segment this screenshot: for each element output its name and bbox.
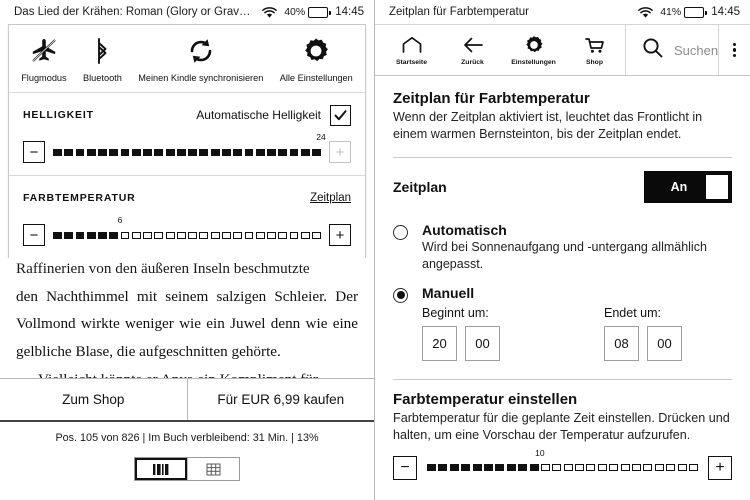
colortemp-decrease-button[interactable]: − — [23, 224, 45, 246]
battery-indicator — [284, 6, 328, 18]
schedule-mode-radio-group — [393, 216, 732, 365]
colortemp-slider-track[interactable] — [53, 215, 321, 246]
slider-segment[interactable] — [188, 149, 197, 156]
slider-segment[interactable] — [132, 232, 141, 239]
schedule-toggle-switch[interactable] — [644, 171, 732, 203]
slider-segment[interactable] — [484, 464, 493, 471]
search-input[interactable] — [625, 25, 718, 75]
right-status-indicators — [638, 6, 740, 18]
start-minute-field[interactable]: 00 — [465, 326, 500, 361]
slider-segment[interactable] — [143, 232, 152, 239]
schedule-time-fields — [422, 306, 732, 361]
brightness-title: HELLIGKEIT — [23, 109, 94, 121]
slider-segment[interactable] — [278, 232, 287, 239]
airplane-off-icon — [29, 36, 59, 66]
temp-setting-desc: Farbtemperatur für die geplante Zeit einstellen. Drücken und halten, um eine Vorschau der Temperatur aufzurufen. — [393, 410, 730, 443]
start-time-label: Beginnt um: — [422, 305, 489, 320]
search-icon — [642, 37, 663, 63]
auto-brightness-label: Automatische Helligkeit — [196, 108, 321, 122]
slider-segment[interactable] — [177, 232, 186, 239]
buy-button[interactable]: Für EUR 6,99 kaufen — [187, 379, 375, 420]
quick-setting-label: Flugmodus — [21, 73, 67, 83]
colortemp-value-label: 6 — [117, 215, 123, 225]
slider-segment[interactable] — [53, 149, 62, 156]
colortemp-section — [9, 175, 365, 215]
mode-title: Manuell — [422, 284, 475, 301]
slider-segment[interactable] — [121, 149, 130, 156]
mode-desc: Wird bei Sonnenaufgang und -untergang allmählich angepasst. — [422, 239, 707, 271]
slider-segment[interactable] — [256, 149, 265, 156]
end-time-label: Endet um: — [604, 305, 661, 320]
slider-segment[interactable] — [211, 149, 220, 156]
grid-view-icon — [206, 463, 221, 476]
end-time-group — [604, 306, 682, 361]
slider-segment[interactable] — [530, 464, 539, 471]
settings-toolbar — [375, 24, 750, 76]
end-minute-field[interactable]: 00 — [647, 326, 682, 361]
temp-setting-title: Farbtemperatur einstellen — [393, 390, 578, 408]
slider-segment[interactable] — [438, 464, 447, 471]
slider-segment[interactable] — [143, 149, 152, 156]
colortemp-title: FARBTEMPERATUR — [23, 192, 136, 204]
brightness-increase-button[interactable]: + — [329, 141, 351, 163]
slider-segment[interactable] — [166, 232, 175, 239]
slider-segment[interactable] — [267, 232, 276, 239]
toolbar-back-button[interactable] — [442, 25, 503, 75]
quick-setting-label: Alle Einstellungen — [279, 73, 353, 83]
right-panel-schedule-settings — [375, 0, 750, 500]
slider-segment[interactable] — [245, 149, 254, 156]
schedule-toggle-row — [393, 158, 732, 216]
reader-footer — [0, 422, 374, 500]
slider-segment[interactable] — [427, 464, 436, 471]
clock-label: 14:45 — [711, 6, 740, 18]
settings-page-status-title: Zeitplan für Farbtemperatur — [389, 6, 529, 18]
quick-setting-sync[interactable] — [135, 36, 266, 83]
radio-manuell[interactable] — [393, 288, 408, 303]
view-mode-toggle — [134, 457, 240, 481]
slider-segment[interactable] — [278, 149, 287, 156]
slider-segment[interactable] — [518, 464, 527, 471]
schedule-info-block — [393, 90, 732, 144]
slider-segment[interactable] — [166, 149, 175, 156]
slider-segment[interactable] — [211, 232, 220, 239]
reading-position-label: Pos. 105 von 826 | Im Buch verbleibend: 31 Min. | 13% — [55, 432, 319, 444]
slider-segment[interactable] — [222, 232, 231, 239]
temp-slider-row[interactable] — [393, 447, 732, 480]
book-paragraph-1: den Nachthimmel mit seinem salzigen Schleier. Der Vollmond wirkte weniger wie ein Juwel denn wie eine gelbliche Blase, die aufgeschnitten gehörte. — [16, 287, 358, 360]
temp-decrease-button[interactable]: − — [393, 456, 417, 480]
zum-shop-button[interactable]: Zum Shop — [62, 392, 125, 407]
slider-segment[interactable] — [598, 464, 607, 471]
start-hour-field[interactable]: 20 — [422, 326, 457, 361]
slider-segment[interactable] — [312, 232, 321, 239]
slider-segment[interactable] — [564, 464, 573, 471]
divider — [393, 379, 732, 380]
slider-segment[interactable] — [450, 464, 459, 471]
brightness-section — [9, 93, 365, 132]
mode-title: Automatisch — [422, 221, 507, 238]
quick-setting-flugmodus[interactable] — [18, 36, 69, 83]
brightness-slider-row[interactable] — [9, 132, 365, 175]
slider-segment[interactable] — [233, 232, 242, 239]
right-status-bar — [375, 0, 750, 24]
quick-setting-label: Bluetooth — [83, 73, 122, 83]
battery-icon — [308, 7, 328, 18]
slider-segment[interactable] — [655, 464, 664, 471]
buy-bar — [0, 378, 374, 422]
toolbar-label: Zurück — [461, 59, 484, 66]
slider-segment[interactable] — [301, 232, 310, 239]
battery-percent-label: 40% — [284, 6, 306, 18]
quick-settings-row — [9, 25, 365, 93]
brightness-slider-track[interactable] — [53, 132, 326, 163]
toolbar-label: Shop — [586, 59, 603, 66]
gear-icon — [302, 36, 330, 66]
grid-view-button[interactable] — [187, 458, 239, 480]
slider-segment[interactable] — [678, 464, 687, 471]
book-title-status: Das Lied der Krähen: Roman (Glory or Grav… — [14, 6, 251, 18]
mode-option-manuell[interactable] — [393, 285, 732, 365]
slider-segment[interactable] — [188, 232, 197, 239]
schedule-toggle-label: Zeitplan — [393, 178, 447, 195]
toolbar-label: Einstellungen — [511, 59, 556, 66]
quick-setting-label: Meinen Kindle synchronisieren — [138, 73, 264, 83]
book-text-area[interactable] — [0, 258, 374, 378]
slider-segment[interactable] — [632, 464, 641, 471]
slider-segment[interactable] — [290, 149, 299, 156]
end-hour-field[interactable]: 08 — [604, 326, 639, 361]
slider-segment[interactable] — [64, 232, 73, 239]
slider-segment[interactable] — [267, 149, 276, 156]
overflow-menu-button[interactable] — [718, 25, 750, 75]
slider-segment[interactable] — [245, 232, 254, 239]
book-line-clipped: Raffinerien von den äußeren Inseln beschmutzte — [16, 260, 310, 277]
slider-segment[interactable] — [301, 149, 310, 156]
slider-segment[interactable] — [87, 149, 96, 156]
slider-segment[interactable] — [666, 464, 675, 471]
sync-icon — [186, 36, 216, 66]
slider-segment[interactable] — [98, 232, 107, 239]
schedule-info-desc: Wenn der Zeitplan aktiviert ist, leuchtet das Frontlicht in einem warmen Bernsteinton, bis der Zeitplan endet. — [393, 110, 703, 142]
slider-segment[interactable] — [199, 232, 208, 239]
left-status-bar — [0, 0, 374, 24]
slider-segment[interactable] — [154, 149, 163, 156]
slider-segment[interactable] — [98, 149, 107, 156]
toolbar-shop-button[interactable] — [564, 25, 625, 75]
radio-automatisch[interactable] — [393, 225, 408, 240]
slider-segment[interactable] — [132, 149, 141, 156]
slider-segment[interactable] — [233, 149, 242, 156]
slider-segment[interactable] — [64, 149, 73, 156]
gear-icon — [524, 34, 544, 56]
battery-percent-label: 41% — [660, 6, 682, 18]
slider-segment[interactable] — [621, 464, 630, 471]
left-status-indicators — [262, 6, 364, 18]
wifi-icon — [262, 6, 277, 18]
slider-segment[interactable] — [290, 232, 299, 239]
toolbar-settings-button[interactable] — [503, 25, 564, 75]
slider-segment[interactable] — [507, 464, 516, 471]
slider-segment[interactable] — [461, 464, 470, 471]
slider-segment[interactable] — [87, 232, 96, 239]
page-view-icon — [151, 463, 171, 476]
slider-segment[interactable] — [495, 464, 504, 471]
page-view-button[interactable] — [135, 458, 187, 480]
slider-segment[interactable] — [575, 464, 584, 471]
slider-segment[interactable] — [473, 464, 482, 471]
slider-segment[interactable] — [154, 232, 163, 239]
quick-setting-bluetooth[interactable] — [80, 36, 125, 83]
temp-slider-track[interactable] — [427, 447, 698, 479]
mode-option-automatisch[interactable] — [393, 222, 732, 285]
slider-segment[interactable] — [199, 149, 208, 156]
slider-segment[interactable] — [121, 232, 130, 239]
colortemp-schedule-link[interactable]: Zeitplan — [310, 192, 351, 204]
search-placeholder: Suchen — [674, 42, 719, 58]
toolbar-label: Startseite — [396, 59, 427, 66]
colortemp-increase-button[interactable]: + — [329, 224, 351, 246]
temp-increase-button[interactable]: + — [708, 456, 732, 480]
slider-segment[interactable] — [109, 232, 118, 239]
brightness-decrease-button[interactable]: − — [23, 141, 45, 163]
quick-settings-panel — [8, 24, 366, 259]
slider-segment[interactable] — [76, 232, 85, 239]
slider-segment[interactable] — [609, 464, 618, 471]
quick-setting-alle-einstellungen[interactable] — [277, 36, 356, 83]
wifi-icon — [638, 6, 653, 18]
cart-icon — [584, 34, 606, 56]
schedule-toggle-state: An — [670, 179, 688, 194]
settings-body — [375, 76, 750, 480]
slider-segment[interactable] — [552, 464, 561, 471]
toolbar-icon-group — [375, 25, 625, 75]
slider-segment[interactable] — [689, 464, 698, 471]
slider-segment[interactable] — [643, 464, 652, 471]
colortemp-slider-row[interactable] — [9, 215, 365, 258]
slider-segment[interactable] — [256, 232, 265, 239]
slider-segment[interactable] — [177, 149, 186, 156]
bluetooth-icon — [92, 36, 112, 66]
auto-brightness-checkbox[interactable] — [330, 105, 351, 126]
slider-segment[interactable] — [541, 464, 550, 471]
kebab-menu-icon — [733, 41, 736, 60]
temp-setting-block — [393, 391, 732, 445]
slider-segment[interactable] — [76, 149, 85, 156]
start-time-group — [422, 306, 500, 361]
temp-value-label: 10 — [535, 447, 545, 458]
battery-indicator — [660, 6, 704, 18]
battery-icon — [684, 7, 704, 18]
brightness-value-label: 24 — [316, 132, 326, 142]
slider-segment[interactable] — [53, 232, 62, 239]
toolbar-home-button[interactable] — [381, 25, 442, 75]
slider-segment[interactable] — [312, 149, 321, 156]
check-icon — [334, 109, 347, 122]
schedule-info-title: Zeitplan für Farbtemperatur — [393, 90, 590, 107]
toggle-knob — [705, 174, 729, 200]
arrow-left-icon — [462, 34, 484, 56]
clock-label: 14:45 — [335, 6, 364, 18]
home-icon — [401, 34, 423, 56]
slider-segment[interactable] — [586, 464, 595, 471]
slider-segment[interactable] — [109, 149, 118, 156]
slider-segment[interactable] — [222, 149, 231, 156]
